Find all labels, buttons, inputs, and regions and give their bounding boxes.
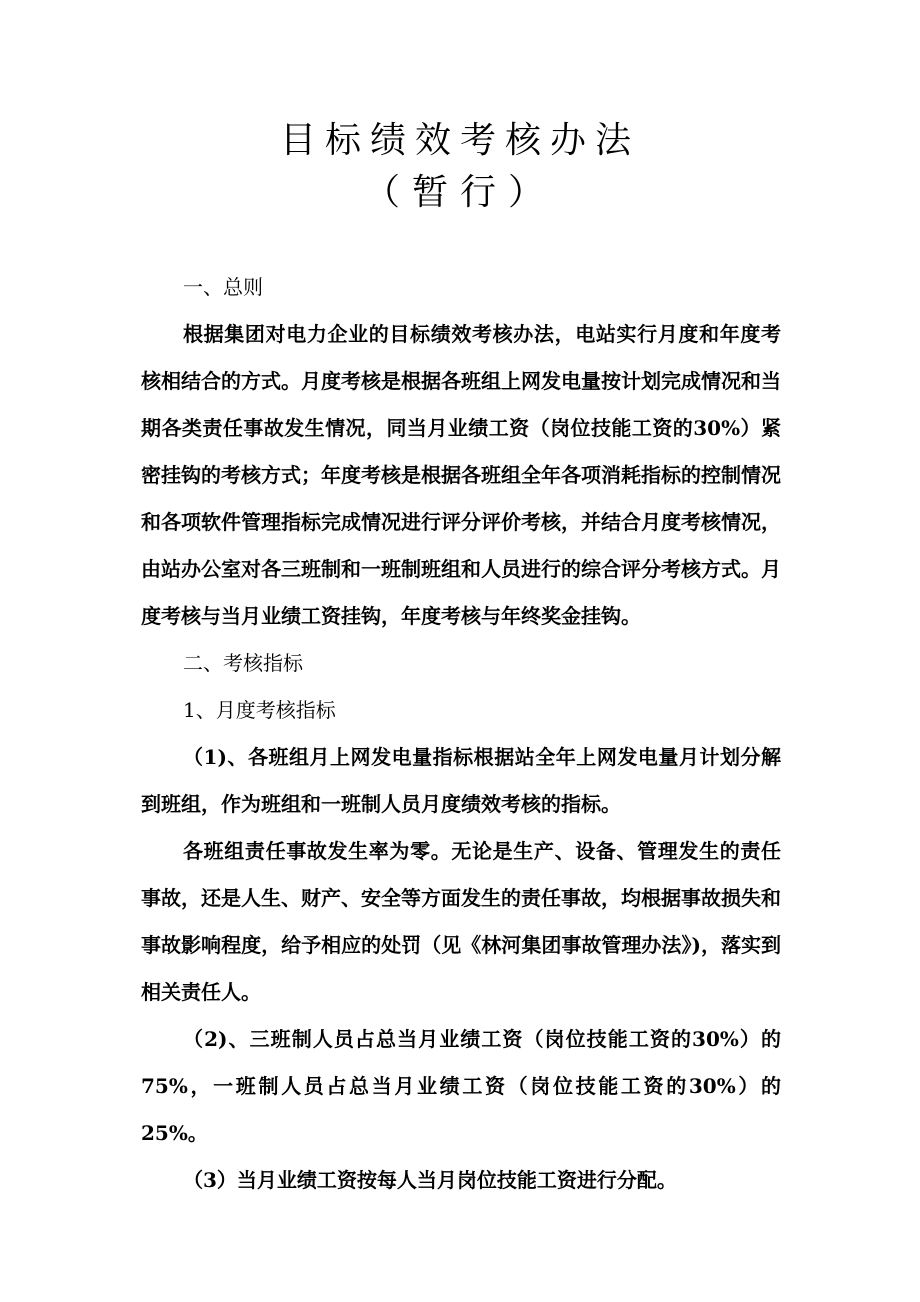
section-heading-general: 一、总则 xyxy=(183,275,263,299)
document-title: 目标绩效考核办法 xyxy=(279,120,640,161)
paragraph-item-1: （1)、各班组月上网发电量指标根据站全年上网发电量月计划分解到班组，作为班组和一班制人员月度绩效考核的指标。 xyxy=(141,745,781,816)
paragraph-item-2: （2)、三班制人员占总当月业绩工资（岗位技能工资的30%）的75%，一班制人员占总当月业绩工资（岗位技能工资的30%）的25%。 xyxy=(141,1027,781,1145)
subsection-heading-monthly: 1、月度考核指标 xyxy=(183,698,336,722)
section-heading-indicators: 二、考核指标 xyxy=(183,651,303,675)
paragraph-general: 根据集团对电力企业的目标绩效考核办法，电站实行月度和年度考核相结合的方式。月度考核是根据各班组上网发电量按计划完成情况和当期各类责任事故发生情况，同当月业绩工资（岗位技能工资的30%）紧密挂钩的考核方式；年度考核是根据各班组全年各项消耗指标的控制情况和各项软件管理指标完成情况进行评分评价考核，并结合月度考核情况，由站办公室对各三班制和一班制班组和人员进行的综合评分考核方式。月度考核与当月业绩工资挂钩，年度考核与年终奖金挂钩。 xyxy=(141,322,781,628)
paragraph-item-3: （3）当月业绩工资按每人当月岗位技能工资进行分配。 xyxy=(183,1168,677,1192)
document-body xyxy=(141,264,781,1204)
paragraph-accident-rate: 各班组责任事故发生率为零。无论是生产、设备、管理发生的责任事故，还是人生、财产、安全等方面发生的责任事故，均根据事故损失和事故影响程度，给予相应的处罚（见《林河集团事故管理办法》)，落实到相关责任人。 xyxy=(141,839,781,1004)
document-subtitle: （暂行） xyxy=(363,172,556,213)
